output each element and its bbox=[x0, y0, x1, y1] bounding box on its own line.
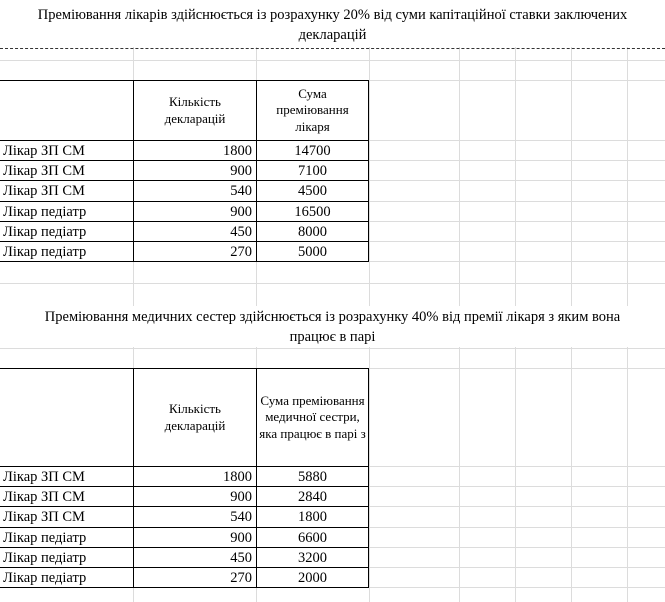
row3-amount[interactable]: 4500 bbox=[298, 183, 327, 199]
section2-title[interactable] bbox=[0, 306, 665, 347]
row6-doctor[interactable]: Лікар педіатр bbox=[3, 570, 87, 586]
row5-amount[interactable]: 8000 bbox=[298, 224, 327, 240]
gridline bbox=[459, 0, 460, 602]
row4-amount[interactable]: 16500 bbox=[294, 204, 331, 220]
section1-title-line1: Преміювання лікарів здійснюється із розрахунку 20% від суми капітаційної ставки заключених bbox=[37, 7, 628, 23]
section2-title-line1: Преміювання медичних сестер здійснюється із розрахунку 40% від премії лікаря з яким вона bbox=[44, 309, 621, 325]
row3-declarations[interactable]: 540 bbox=[230, 509, 252, 525]
row2-declarations[interactable]: 900 bbox=[230, 163, 252, 179]
doctors-bonus-table bbox=[0, 80, 369, 261]
row4-doctor[interactable]: Лікар педіатр bbox=[3, 204, 87, 220]
row2-declarations[interactable]: 900 bbox=[230, 489, 252, 505]
gridline bbox=[0, 60, 665, 61]
row6-amount[interactable]: 5000 bbox=[298, 244, 327, 260]
row4-amount[interactable]: 6600 bbox=[298, 530, 327, 546]
gridline bbox=[369, 0, 370, 602]
header-declarations-count[interactable]: Кількість декларацій bbox=[164, 94, 226, 126]
row3-doctor[interactable]: Лікар ЗП СМ bbox=[3, 509, 85, 525]
row2-doctor[interactable]: Лікар ЗП СМ bbox=[3, 163, 85, 179]
row3-amount[interactable]: 1800 bbox=[298, 509, 327, 525]
row4-declarations[interactable]: 900 bbox=[230, 530, 252, 546]
row1-amount[interactable]: 14700 bbox=[294, 143, 331, 159]
row5-doctor[interactable]: Лікар педіатр bbox=[3, 224, 87, 240]
section1-title-line2: декларацій bbox=[298, 27, 367, 43]
row1-doctor[interactable]: Лікар ЗП СМ bbox=[3, 143, 85, 159]
gridline bbox=[515, 0, 516, 602]
header-declarations-count[interactable]: Кількість декларацій bbox=[164, 401, 226, 433]
header-doctor-bonus-amount[interactable]: Сума преміювання лікаря bbox=[276, 85, 349, 134]
row6-doctor[interactable]: Лікар педіатр bbox=[3, 244, 87, 260]
row2-amount[interactable]: 2840 bbox=[298, 489, 327, 505]
table-border bbox=[368, 368, 369, 588]
row1-doctor[interactable]: Лікар ЗП СМ bbox=[3, 469, 85, 485]
gridline bbox=[627, 0, 628, 602]
row2-doctor[interactable]: Лікар ЗП СМ bbox=[3, 489, 85, 505]
gridline bbox=[571, 0, 572, 602]
row2-amount[interactable]: 7100 bbox=[298, 163, 327, 179]
row1-declarations[interactable]: 1800 bbox=[223, 469, 252, 485]
row5-declarations[interactable]: 450 bbox=[230, 224, 252, 240]
gridline bbox=[0, 348, 665, 349]
section2-title-line2: працює в парі bbox=[289, 329, 376, 345]
row1-declarations[interactable]: 1800 bbox=[223, 143, 252, 159]
header-nurse-bonus-amount[interactable]: Сума преміювання медичної сестри, яка працює в парі з bbox=[259, 392, 366, 441]
row3-declarations[interactable]: 540 bbox=[230, 183, 252, 199]
row3-doctor[interactable]: Лікар ЗП СМ bbox=[3, 183, 85, 199]
nurses-bonus-table bbox=[0, 368, 369, 587]
gridline bbox=[0, 283, 665, 284]
row6-declarations[interactable]: 270 bbox=[230, 570, 252, 586]
table-border bbox=[368, 80, 369, 262]
row4-declarations[interactable]: 900 bbox=[230, 204, 252, 220]
row6-amount[interactable]: 2000 bbox=[298, 570, 327, 586]
dashed-separator bbox=[0, 48, 665, 49]
row6-declarations[interactable]: 270 bbox=[230, 244, 252, 260]
row5-amount[interactable]: 3200 bbox=[298, 550, 327, 566]
row5-declarations[interactable]: 450 bbox=[230, 550, 252, 566]
row5-doctor[interactable]: Лікар педіатр bbox=[3, 550, 87, 566]
row4-doctor[interactable]: Лікар педіатр bbox=[3, 530, 87, 546]
row1-amount[interactable]: 5880 bbox=[298, 469, 327, 485]
section1-title[interactable] bbox=[0, 0, 665, 47]
